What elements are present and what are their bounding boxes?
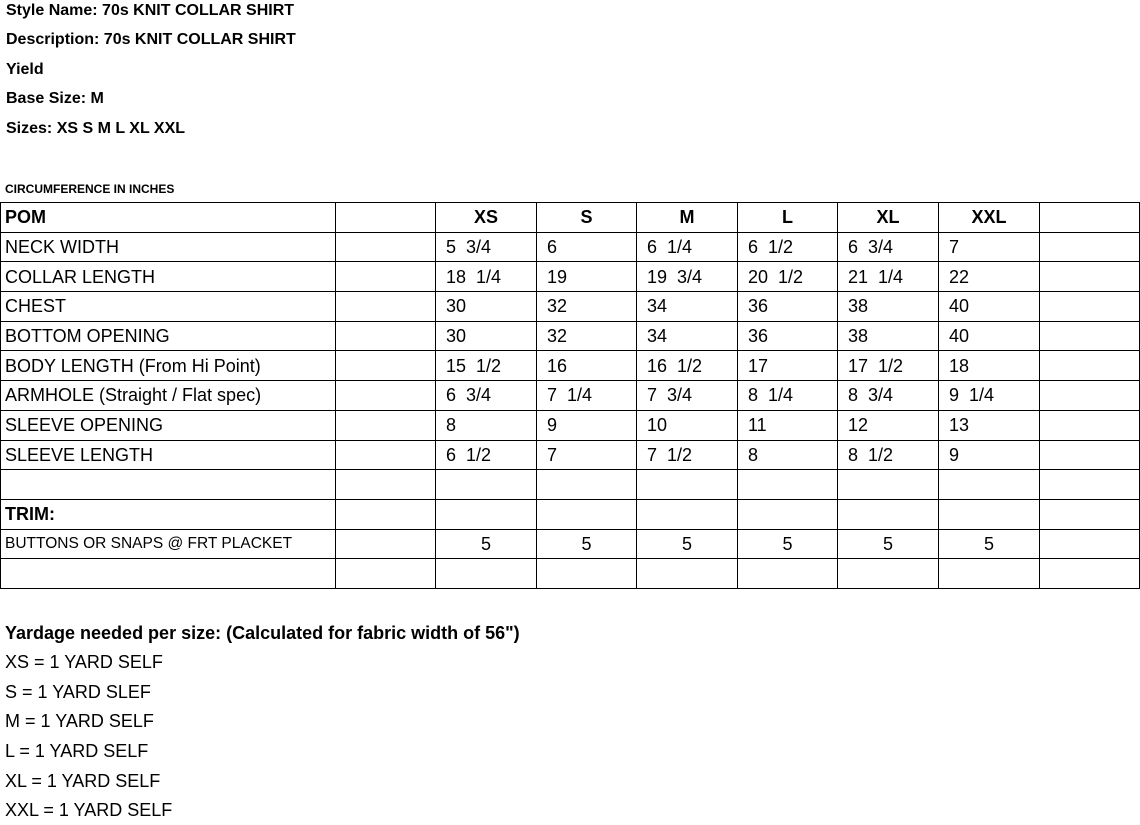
trim-quantity: 5 xyxy=(939,529,1040,559)
empty-cell xyxy=(838,470,939,500)
empty-cell xyxy=(436,559,537,589)
measurement-value: 30 xyxy=(436,292,537,322)
table-row xyxy=(1,232,1140,262)
table-row xyxy=(1,410,1140,440)
measurement-value: 6 3/4 xyxy=(436,381,537,411)
measurement-value: 7 1/4 xyxy=(537,381,637,411)
measurement-value: 36 xyxy=(738,321,838,351)
sizes-list: Sizes: XS S M L XL XXL xyxy=(6,120,186,137)
measurement-value: 34 xyxy=(637,321,738,351)
measurement-value: 6 1/2 xyxy=(738,232,838,262)
measurement-value: 19 xyxy=(537,262,637,292)
yardage-line: XS = 1 YARD SELF xyxy=(5,652,163,672)
empty-cell xyxy=(1040,440,1140,470)
trim-quantity: 5 xyxy=(637,529,738,559)
measurement-value: 8 1/4 xyxy=(738,381,838,411)
yield-label: Yield xyxy=(6,61,44,78)
pom-label: SLEEVE OPENING xyxy=(1,410,336,440)
empty-cell xyxy=(336,440,436,470)
measurement-value: 7 1/2 xyxy=(637,440,738,470)
measurement-value: 22 xyxy=(939,262,1040,292)
empty-cell xyxy=(336,292,436,322)
measurement-value: 11 xyxy=(738,410,838,440)
measurement-value: 9 xyxy=(537,410,637,440)
measurement-value: 5 3/4 xyxy=(436,232,537,262)
blank-row xyxy=(1,470,1140,500)
empty-cell xyxy=(336,529,436,559)
trim-quantity: 5 xyxy=(838,529,939,559)
size-header-xl: XL xyxy=(838,203,939,233)
description: Description: 70s KNIT COLLAR SHIRT xyxy=(6,31,296,48)
pom-label: BODY LENGTH (From Hi Point) xyxy=(1,351,336,381)
empty-cell xyxy=(1040,559,1140,589)
measurement-value: 20 1/2 xyxy=(738,262,838,292)
size-header-xxl: XXL xyxy=(939,203,1040,233)
measurement-value: 9 xyxy=(939,440,1040,470)
empty-cell xyxy=(1,559,336,589)
empty-cell xyxy=(1040,262,1140,292)
empty-cell xyxy=(537,499,637,529)
yardage-line: XL = 1 YARD SELF xyxy=(5,770,161,791)
measurement-value: 32 xyxy=(537,321,637,351)
table-caption: CIRCUMFERENCE IN INCHES xyxy=(5,182,175,196)
measurement-value: 19 3/4 xyxy=(637,262,738,292)
yardage-line: XXL = 1 YARD SELF xyxy=(5,800,173,821)
measurement-value: 12 xyxy=(838,410,939,440)
empty-cell xyxy=(637,559,738,589)
pom-label: NECK WIDTH xyxy=(1,232,336,262)
measurement-value: 21 1/4 xyxy=(838,262,939,292)
measurement-value: 38 xyxy=(838,292,939,322)
measurement-value: 16 xyxy=(537,351,637,381)
empty-cell xyxy=(336,381,436,411)
measurement-value: 7 3/4 xyxy=(637,381,738,411)
empty-cell xyxy=(1040,351,1140,381)
size-header-l: L xyxy=(738,203,838,233)
table-row xyxy=(1,292,1140,322)
size-header-m: M xyxy=(637,203,738,233)
measurement-value: 32 xyxy=(537,292,637,322)
empty-cell xyxy=(838,499,939,529)
yardage-line: S = 1 YARD SLEF xyxy=(5,681,151,702)
table-row xyxy=(1,351,1140,381)
trim-header-row xyxy=(1,499,1140,529)
yardage-title: Yardage needed per size: (Calculated for fabric width of 56") xyxy=(5,623,520,643)
empty-cell xyxy=(939,499,1040,529)
measurement-value: 10 xyxy=(637,410,738,440)
measurement-value: 8 xyxy=(738,440,838,470)
empty-cell xyxy=(738,499,838,529)
empty-cell xyxy=(537,470,637,500)
empty-cell xyxy=(336,470,436,500)
measurement-value: 6 xyxy=(537,232,637,262)
measurement-value: 8 xyxy=(436,410,537,440)
empty-cell xyxy=(1040,381,1140,411)
measurement-value: 6 3/4 xyxy=(838,232,939,262)
empty-cell xyxy=(637,499,738,529)
empty-cell xyxy=(436,499,537,529)
empty-cell xyxy=(336,203,436,233)
measurement-value: 34 xyxy=(637,292,738,322)
trim-quantity: 5 xyxy=(537,529,637,559)
empty-cell xyxy=(1040,529,1140,559)
table-row xyxy=(1,440,1140,470)
empty-cell xyxy=(939,470,1040,500)
yardage-line: M = 1 YARD SELF xyxy=(5,711,154,732)
empty-cell xyxy=(336,499,436,529)
empty-cell xyxy=(838,559,939,589)
measurement-value: 40 xyxy=(939,321,1040,351)
empty-cell xyxy=(738,470,838,500)
measurement-value: 8 3/4 xyxy=(838,381,939,411)
empty-cell xyxy=(1040,499,1140,529)
measurement-value: 36 xyxy=(738,292,838,322)
blank-row xyxy=(1,559,1140,589)
size-header-xs: XS xyxy=(436,203,537,233)
measurement-value: 9 1/4 xyxy=(939,381,1040,411)
empty-cell xyxy=(436,470,537,500)
trim-quantity: 5 xyxy=(436,529,537,559)
table-header-row xyxy=(1,203,1140,233)
measurement-value: 15 1/2 xyxy=(436,351,537,381)
measurement-value: 17 1/2 xyxy=(838,351,939,381)
measurement-value: 13 xyxy=(939,410,1040,440)
empty-cell xyxy=(738,559,838,589)
base-size: Base Size: M xyxy=(6,90,104,107)
table-row xyxy=(1,381,1140,411)
measurement-value: 30 xyxy=(436,321,537,351)
measurement-value: 18 xyxy=(939,351,1040,381)
measurement-value: 8 1/2 xyxy=(838,440,939,470)
trim-quantity: 5 xyxy=(738,529,838,559)
pom-label: COLLAR LENGTH xyxy=(1,262,336,292)
empty-cell xyxy=(1040,232,1140,262)
measurement-table xyxy=(0,202,1140,589)
yardage-list xyxy=(5,648,172,825)
empty-cell xyxy=(939,559,1040,589)
table-row xyxy=(1,262,1140,292)
yardage-line: L = 1 YARD SELF xyxy=(5,741,149,762)
measurement-value: 7 xyxy=(537,440,637,470)
measurement-value: 6 1/2 xyxy=(436,440,537,470)
empty-cell xyxy=(637,470,738,500)
empty-cell xyxy=(1040,470,1140,500)
empty-cell xyxy=(1040,203,1140,233)
empty-cell xyxy=(1,470,336,500)
pom-label: CHEST xyxy=(1,292,336,322)
empty-cell xyxy=(336,410,436,440)
empty-cell xyxy=(1040,321,1140,351)
measurement-value: 6 1/4 xyxy=(637,232,738,262)
empty-cell xyxy=(336,232,436,262)
empty-cell xyxy=(336,559,436,589)
empty-cell xyxy=(1040,292,1140,322)
measurement-value: 40 xyxy=(939,292,1040,322)
measurement-value: 17 xyxy=(738,351,838,381)
empty-cell xyxy=(336,321,436,351)
empty-cell xyxy=(336,262,436,292)
measurement-value: 38 xyxy=(838,321,939,351)
trim-row xyxy=(1,529,1140,559)
empty-cell xyxy=(1040,410,1140,440)
pom-label: ARMHOLE (Straight / Flat spec) xyxy=(1,381,336,411)
table-row xyxy=(1,321,1140,351)
measurement-value: 18 1/4 xyxy=(436,262,537,292)
empty-cell xyxy=(537,559,637,589)
pom-label: BOTTOM OPENING xyxy=(1,321,336,351)
pom-header: POM xyxy=(1,203,336,233)
pom-label: SLEEVE LENGTH xyxy=(1,440,336,470)
trim-item-label: BUTTONS OR SNAPS @ FRT PLACKET xyxy=(1,529,336,559)
measurement-value: 7 xyxy=(939,232,1040,262)
empty-cell xyxy=(336,351,436,381)
style-name: Style Name: 70s KNIT COLLAR SHIRT xyxy=(6,2,295,19)
trim-label: TRIM: xyxy=(1,499,336,529)
size-header-s: S xyxy=(537,203,637,233)
measurement-value: 16 1/2 xyxy=(637,351,738,381)
